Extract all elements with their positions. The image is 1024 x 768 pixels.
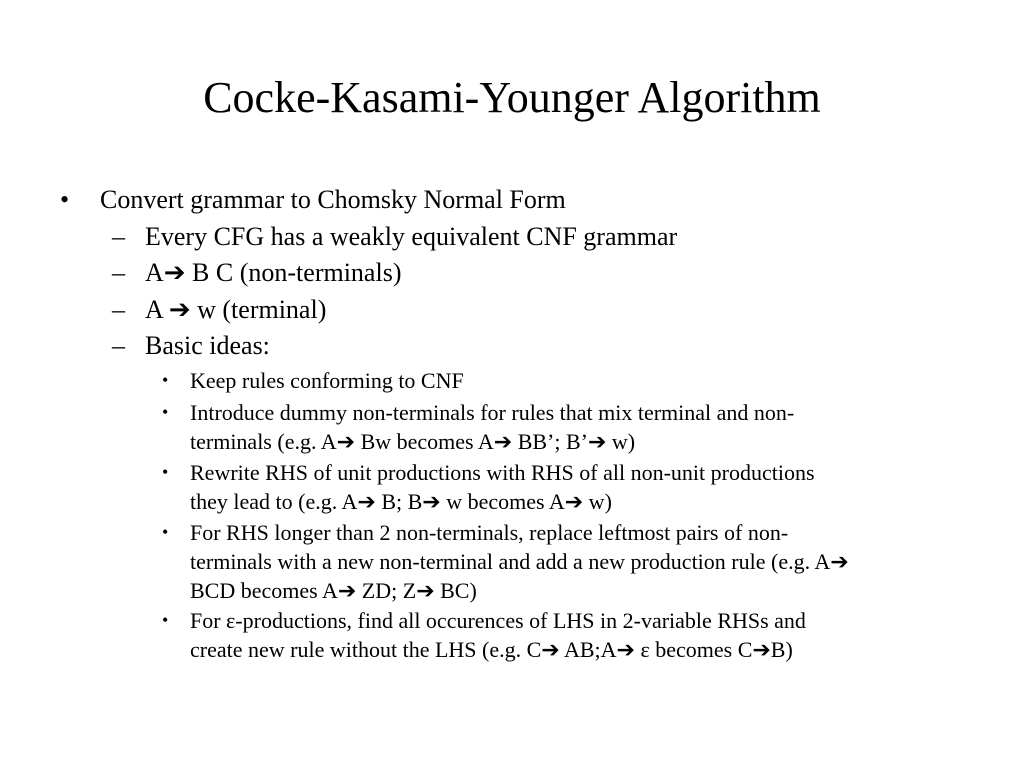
dash-icon: – xyxy=(112,331,125,360)
sub-item-text: A ➔ w (terminal) xyxy=(145,295,327,324)
sub-item-text: A➔ B C (non-terminals) xyxy=(145,258,402,287)
dash-icon: – xyxy=(112,295,125,324)
idea-line: Keep rules conforming to CNF xyxy=(190,368,464,393)
dash-icon: – xyxy=(112,222,125,251)
idea-text xyxy=(190,398,970,456)
idea-line: they lead to (e.g. A➔ B; B➔ w becomes A➔ w) xyxy=(190,489,612,514)
bullet-icon: • xyxy=(162,522,169,542)
bullet-icon: • xyxy=(162,370,169,390)
dash-icon: – xyxy=(112,258,125,287)
bullet-icon: • xyxy=(162,462,169,482)
bullet-icon: • xyxy=(162,610,169,630)
idea-line: BCD becomes A➔ ZD; Z➔ BC) xyxy=(190,578,477,603)
idea-line: terminals with a new non-terminal and add a new production rule (e.g. A➔ xyxy=(190,549,849,574)
main-bullet-text: Convert grammar to Chomsky Normal Form xyxy=(100,185,566,214)
idea-line: create new rule without the LHS (e.g. C➔ AB;A➔ ε becomes C➔B) xyxy=(190,637,793,662)
idea-line: For ε-productions, find all occurences of LHS in 2-variable RHSs and xyxy=(190,608,806,633)
sub-item-text: Basic ideas: xyxy=(145,331,270,360)
bullet-icon: • xyxy=(60,185,70,214)
idea-line: terminals (e.g. A➔ Bw becomes A➔ BB’; B’➔ w) xyxy=(190,429,636,454)
sub-item-text: Every CFG has a weakly equivalent CNF grammar xyxy=(145,222,678,251)
idea-line: For RHS longer than 2 non-terminals, replace leftmost pairs of non- xyxy=(190,520,789,545)
slide-title: Cocke-Kasami-Younger Algorithm xyxy=(203,73,821,122)
idea-line: Rewrite RHS of unit productions with RHS of all non-unit productions xyxy=(190,460,815,485)
idea-text xyxy=(190,518,970,605)
idea-text xyxy=(190,366,970,395)
bullet-icon: • xyxy=(162,402,169,422)
idea-line: Introduce dummy non-terminals for rules that mix terminal and non- xyxy=(190,400,795,425)
idea-text xyxy=(190,606,970,664)
idea-text xyxy=(190,458,970,516)
